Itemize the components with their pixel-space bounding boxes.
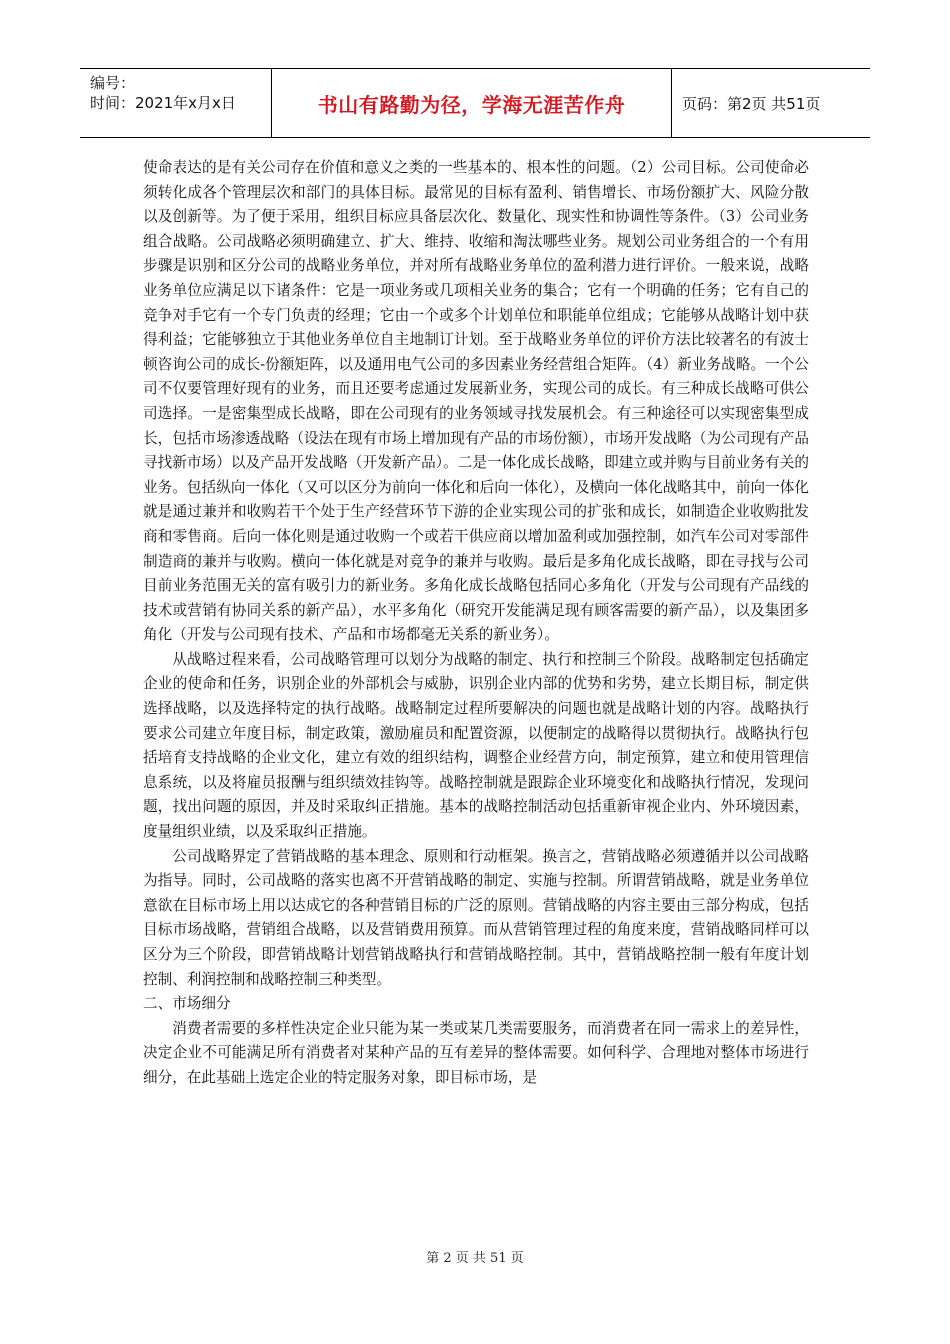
header-meta xyxy=(80,69,272,137)
paragraph: 使命表达的是有关公司存在价值和意义之类的一些基本的、根本性的问题。（2）公司目标。公司使命必须转化成各个管理层次和部门的具体目标。最常见的目标有盈利、销售增长、市场份额扩大、风险分散以及创新等。为了便于采用，组织目标应具备层次化、数量化、现实性和协调性等条件。（3）公司业务组合战略。公司战略必须明确建立、扩大、维持、收缩和淘汰哪些业务。规划公司业务组合的一个有用步骤是识别和区分公司的战略业务单位，并对所有战略业务单位的盈利潜力进行评价。一般来说，战略业务单位应满足以下诸条件：它是一项业务或几项相关业务的集合；它有一个明确的任务；它有自己的竞争对手它有一个专门负责的经理；它由一个或多个计划单位和职能单位组成；它能够从战略计划中获得利益；它能够独立于其他业务单位自主地制订计划。至于战略业务单位的评价方法比较著名的有波士顿咨询公司的成长-份额矩阵，以及通用电气公司的多因素业务经营组合矩阵。（4）新业务战略。一个公司不仅要管理好现有的业务，而且还要考虑通过发展新业务，实现公司的成长。有三种成长战略可供公司选择。一是密集型成长战略，即在公司现有的业务领域寻找发展机会。有三种途径可以实现密集型成长，包括市场渗透战略（设法在现有市场上增加现有产品的市场份额），市场开发战略（为公司现有产品寻找新市场）以及产品开发战略（开发新产品）。二是一体化成长战略，即建立或并购与目前业务有关的业务。包括纵向一体化（又可以区分为前向一体化和后向一体化），及横向一体化战略其中，前向一体化就是通过兼并和收购若干个处于生产经营环节下游的企业实现公司的扩张和成长，如制造企业收购批发商和零售商。后向一体化则是通过收购一个或若干供应商以增加盈利或加强控制，如汽车公司对零部件制造商的兼并与收购。横向一体化就是对竞争的兼并与收购。最后是多角化成长战略，即在寻找与公司目前业务范围无关的富有吸引力的新业务。多角化成长战略包括同心多角化（开发与公司现有产品线的技术或营销有协同关系的新产品），水平多角化（研究开发能满足现有顾客需要的新产品），以及集团多角化（开发与公司现有技术、产品和市场都毫无关系的新业务）。 xyxy=(143,159,809,644)
header-page-info: 页码：第2页 共51页 xyxy=(682,94,821,113)
section-heading: 二、市场细分 xyxy=(143,995,231,1013)
header-motto: 书山有路勤为径，学海无涯苦作舟 xyxy=(272,69,672,137)
date-text: 时间：2021年x月x日 xyxy=(90,94,236,112)
document-body xyxy=(143,156,809,1091)
paragraph: 公司战略界定了营销战略的基本理念、原则和行动框架。换言之，营销战略必须遵循并以公司战略为指导。同时，公司战略的落实也离不开营销战略的制定、实施与控制。所谓营销战略，就是业务单位意欲在目标市场上用以达成它的各种营销目标的广泛的原则。营销战略的内容主要由三部分构成，包括目标市场战略，营销组合战略，以及营销费用预算。而从营销管理过程的角度来度，营销战略同样可以区分为三个阶段，即营销战略计划营销战略执行和营销战略控制。其中，营销战略控制一般有年度计划控制、利润控制和战略控制三种类型。 xyxy=(143,847,809,988)
number-label: 编号： xyxy=(90,74,136,92)
paragraph: 从战略过程来看，公司战略管理可以划分为战略的制定、执行和控制三个阶段。战略制定包括确定企业的使命和任务，识别企业的外部机会与威胁，识别企业内部的优势和劣势，建立长期目标，制定供选择战略，以及选择特定的执行战略。战略制定过程所要解决的问题也就是战略计划的内容。战略执行要求公司建立年度目标，制定政策，激励雇员和配置资源，以便制定的战略得以贯彻执行。战略执行包括培育支持战略的企业文化，建立有效的组织结构，调整企业经营方向，制定预算，建立和使用管理信息系统，以及将雇员报酬与组织绩效挂钩等。战略控制就是跟踪企业环境变化和战略执行情况，发现问题，找出问题的原因，并及时采取纠正措施。基本的战略控制活动包括重新审视企业内、外环境因素，度量组织业绩，以及采取纠正措施。 xyxy=(143,650,809,841)
page-footer: 第 2 页 共 51 页 xyxy=(426,1251,524,1266)
page-header xyxy=(80,68,870,138)
paragraph: 消费者需要的多样性决定企业只能为某一类或某几类需要服务，而消费者在同一需求上的差异性，决定企业不可能满足所有消费者对某种产品的互有差异的整体需要。如何科学、合理地对整体市场进行细分，在此基础上选定企业的特定服务对象，即目标市场，是 xyxy=(143,1019,809,1086)
